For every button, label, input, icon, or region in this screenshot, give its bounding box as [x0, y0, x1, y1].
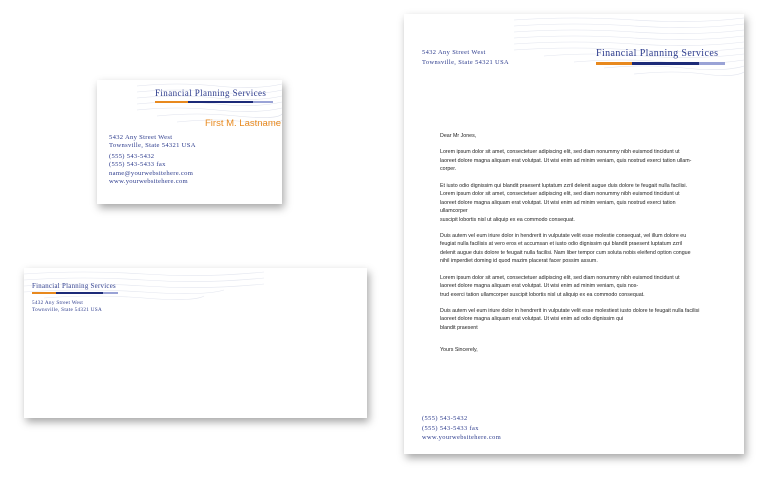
envelope-accent-bar [32, 292, 118, 294]
card-email: name@yourwebsitehere.com [109, 169, 194, 177]
envelope-address: 5432 Any Street West Townsville, State 54321 USA [32, 300, 102, 313]
letterhead-address: 5432 Any Street West Townsville, State 54321 USA [422, 49, 510, 66]
business-card [97, 80, 282, 204]
letter-paragraph: Duis autem vel eum iriure dolor in hendrerit in vulputate velit esse molestiest iusto dolore te feugait nulla facilisi laoreet dolore magna aliquam erat volutpat. Ut wisi enim ad odio dignissim qui blandit praesent [440, 307, 700, 331]
letter-paragraph: Lorem ipsum dolor sit amet, consectetuer adipiscing elit, sed diam nonummy nibh euismod tincidunt ut laoreet dolore magna aliquam erat volutpat. Ut wisi enim ad minim veniam, quis nos- trud exerci tation ullamcorper suscipit lobortis nisl ut aliquip ex ea commodo consequat. [440, 274, 680, 298]
letterhead-accent-bar [596, 62, 725, 65]
letter-closing: Yours Sincerely, [440, 347, 478, 354]
letter-paragraph: Lorem ipsum dolor sit amet, consectetuer adipiscing elit, sed diam nonummy nibh euismod tincidunt ut laoreet dolore magna aliquam erat volutpat. Ut wisi enim ad minim veniam, quis nostrud exerci tation ullam- corper. [440, 149, 692, 173]
card-fax: (555) 543-5433 fax [109, 161, 166, 169]
card-address: 5432 Any Street West Townsville, State 54321 USA [109, 134, 196, 150]
card-person-name: First M. Lastname [205, 118, 282, 129]
envelope [24, 268, 367, 418]
letter-paragraph: Duis autem vel eum iriure dolor in hendrerit in vulputate velit esse molestie consequat, vel illum dolore eu feugiat nulla facilisis at vero eros et accumsan et iusto odio dignissim qui blandit praesent luptatum zzril delenit augue duis dolore te feugait nulla facilisi. Nam liber tempor cum soluta nobis eleifend option congue nihil imperdiet doming id quod mazim placerat facer possim assum. [440, 232, 691, 265]
card-contact [109, 153, 193, 187]
letter-salutation: Dear Mr Jones, [440, 133, 477, 139]
letter-body [440, 132, 702, 363]
card-company-name: Financial Planning Services [155, 88, 267, 98]
letterhead-company-name: Financial Planning Services [596, 48, 719, 59]
card-phone: (555) 543-5432 [109, 153, 155, 160]
letter-paragraph: Et iusto odio dignissim qui blandit praesent luptatum zzril delenit augue duis dolore te feugait nulla facilisi. Lorem ipsum dolor sit amet, consectetuer adipiscing elit, sed diam nonummy nibh euismod tincidunt ut laoreet dolore magna aliquam erat volutpat. Ut wisi enim ad minim veniam, quis nostrud exerci tation ullamcorper suscipit lobortis nisl ut aliquip ex ea commodo consequat. [440, 182, 688, 223]
letterhead-footer [422, 414, 501, 443]
card-website: www.yourwebsitehere.com [109, 178, 188, 186]
letterhead [404, 14, 744, 454]
letterhead-website: www.yourwebsitehere.com [422, 434, 502, 442]
envelope-company-name: Financial Planning Services [32, 283, 116, 290]
letterhead-phone: (555) 543-5432 [422, 415, 468, 422]
letterhead-fax: (555) 543-5433 fax [422, 424, 479, 432]
card-accent-bar [155, 101, 273, 103]
